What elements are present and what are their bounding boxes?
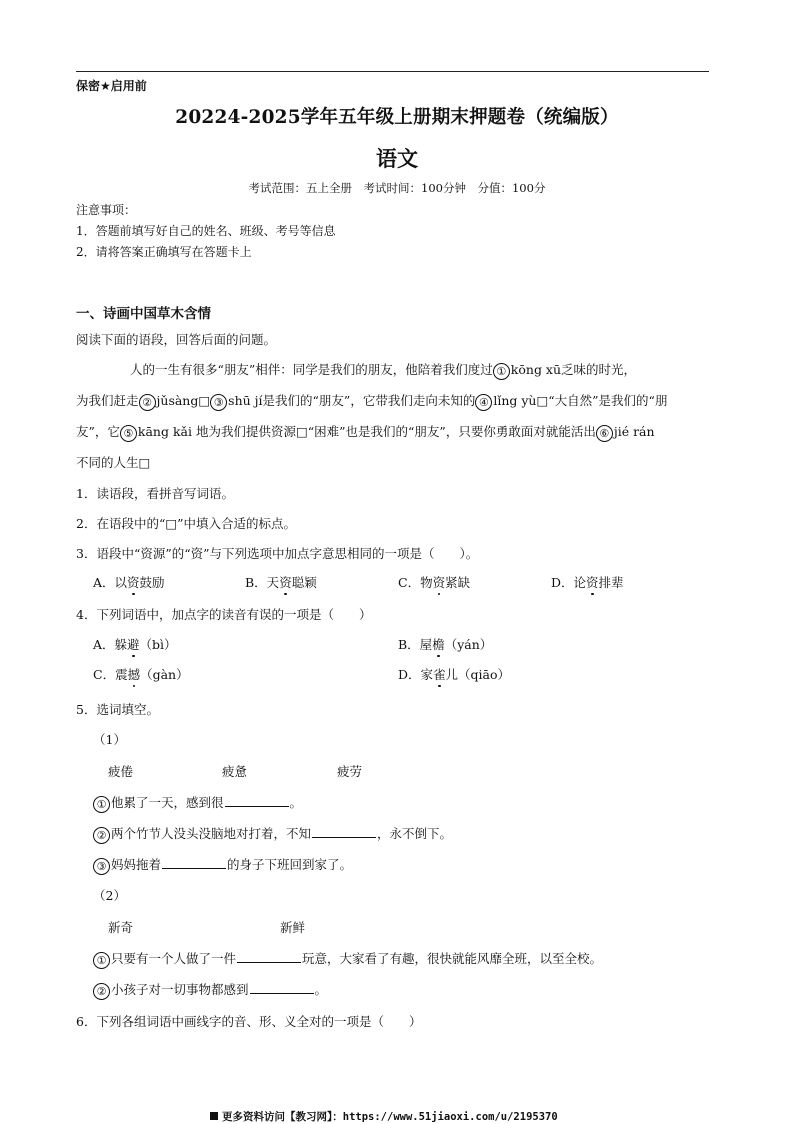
q3-option-c: C．物资紧缺	[398, 575, 471, 590]
number-marker: ④	[475, 394, 492, 411]
passage-line-1	[130, 360, 636, 380]
notes-heading: 注意事项：	[76, 203, 137, 217]
pinyin-text: kōng xū乏味的时光，	[510, 362, 637, 377]
number-marker: ⑥	[596, 425, 613, 442]
exam-title: 20224-2025学年五年级上册期末押题卷（统编版）	[175, 107, 619, 128]
passage-text: 为我们赶走	[76, 393, 139, 408]
q5-part2-label: （2）	[93, 888, 126, 903]
q5-part1-sentence-3: ③ 妈妈拖着 的身子下班回到家了。	[93, 855, 352, 875]
q5-part1-word: 疲惫	[222, 764, 248, 779]
question-6: 6．下列各组词语中画线字的音、形、义全对的一项是（ ）	[76, 1014, 422, 1029]
notes-item-2: 2．请将答案正确填写在答题卡上	[76, 245, 252, 259]
question-4: 4．下列词语中，加点字的读音有误的一项是（ ）	[76, 607, 372, 622]
q5-part1-sentence-1: ① 他累了一天，感到很 。	[93, 793, 302, 813]
number-marker: ⑤	[120, 425, 137, 442]
section-heading: 一、诗画中国草木含情	[76, 306, 211, 322]
question-1: 1．读语段，看拼音写词语。	[76, 486, 234, 501]
subject-title: 语文	[376, 147, 418, 171]
q4-option-d: D．家雀儿（qiāo）	[398, 667, 511, 682]
footer-link[interactable]: 更多资料访问【教习网】：https://www.51jiaoxi.com/u/2195370	[210, 1109, 558, 1124]
question-2: 2．在语段中的“□”中填入合适的标点。	[76, 516, 297, 531]
q4-option-b: B．屋檐（yán）	[398, 637, 493, 652]
notes-item-1: 1．答题前填写好自己的姓名、班级、考号等信息	[76, 224, 336, 238]
answer-blank[interactable]	[250, 981, 314, 994]
q5-part2-word: 新鲜	[280, 920, 306, 935]
passage-text: shū jí是我们的“朋友”，它带我们走向未知的	[228, 393, 476, 408]
answer-blank[interactable]	[225, 794, 289, 807]
q5-part2-word: 新奇	[108, 920, 134, 935]
q3-option-b: B．天资聪颖	[245, 575, 317, 590]
passage-line-4: 不同的人生□	[76, 455, 151, 470]
question-5: 5．选词填空。	[76, 702, 159, 717]
pinyin-text: jǔsàng□	[156, 393, 211, 408]
q5-part1-word: 疲劳	[337, 764, 363, 779]
q4-option-c: C．震撼（gàn）	[93, 667, 189, 682]
q4-option-a: A．躲避（bì）	[93, 637, 177, 652]
top-rule	[76, 71, 709, 72]
q5-part2-sentence-1: ① 只要有一个人做了一件 玩意，大家看了有趣，很快就能风靡全班，以至全校。	[93, 949, 602, 969]
answer-blank[interactable]	[312, 825, 376, 838]
q5-part2-sentence-2: ② 小孩子对一切事物都感到 。	[93, 980, 327, 1000]
q5-part1-label: （1）	[93, 732, 126, 747]
passage-text: kāng kǎi 地为我们提供资源□“困难”也是我们的“朋友”，只要你勇敢面对就能活出	[137, 424, 596, 439]
passage-text: 友”，它	[76, 424, 120, 439]
number-marker: ②	[139, 394, 156, 411]
passage-line-3	[76, 422, 655, 442]
exam-info: 考试范围：五上全册 考试时间：100分钟 分值：100分	[248, 181, 546, 195]
passage-text: lǐng yù□“大自然”是我们的“朋	[493, 393, 668, 408]
passage-text: 人的一生有很多“朋友”相伴：同学是我们的朋友，他陪着我们度过	[130, 362, 493, 377]
question-3: 3．语段中“资源”的“资”与下列选项中加点字意思相同的一项是（ ）。	[76, 546, 479, 561]
q5-part1-sentence-2: ② 两个竹节人没头没脑地对打着，不知 ，永不倒下。	[93, 824, 452, 844]
pinyin-text: jié rán	[613, 424, 655, 439]
q3-option-d: D．论资排辈	[551, 575, 624, 590]
flag-icon	[210, 1112, 218, 1120]
q3-option-a: A．以资鼓励	[93, 575, 165, 590]
q5-part1-word: 疲倦	[108, 764, 134, 779]
answer-blank[interactable]	[237, 950, 301, 963]
answer-blank[interactable]	[162, 856, 226, 869]
confidential-label: 保密★启用前	[76, 79, 147, 93]
number-marker: ①	[493, 363, 510, 380]
passage-line-2	[76, 391, 667, 411]
instruction: 阅读下面的语段，回答后面的问题。	[76, 332, 277, 347]
number-marker: ③	[210, 394, 227, 411]
